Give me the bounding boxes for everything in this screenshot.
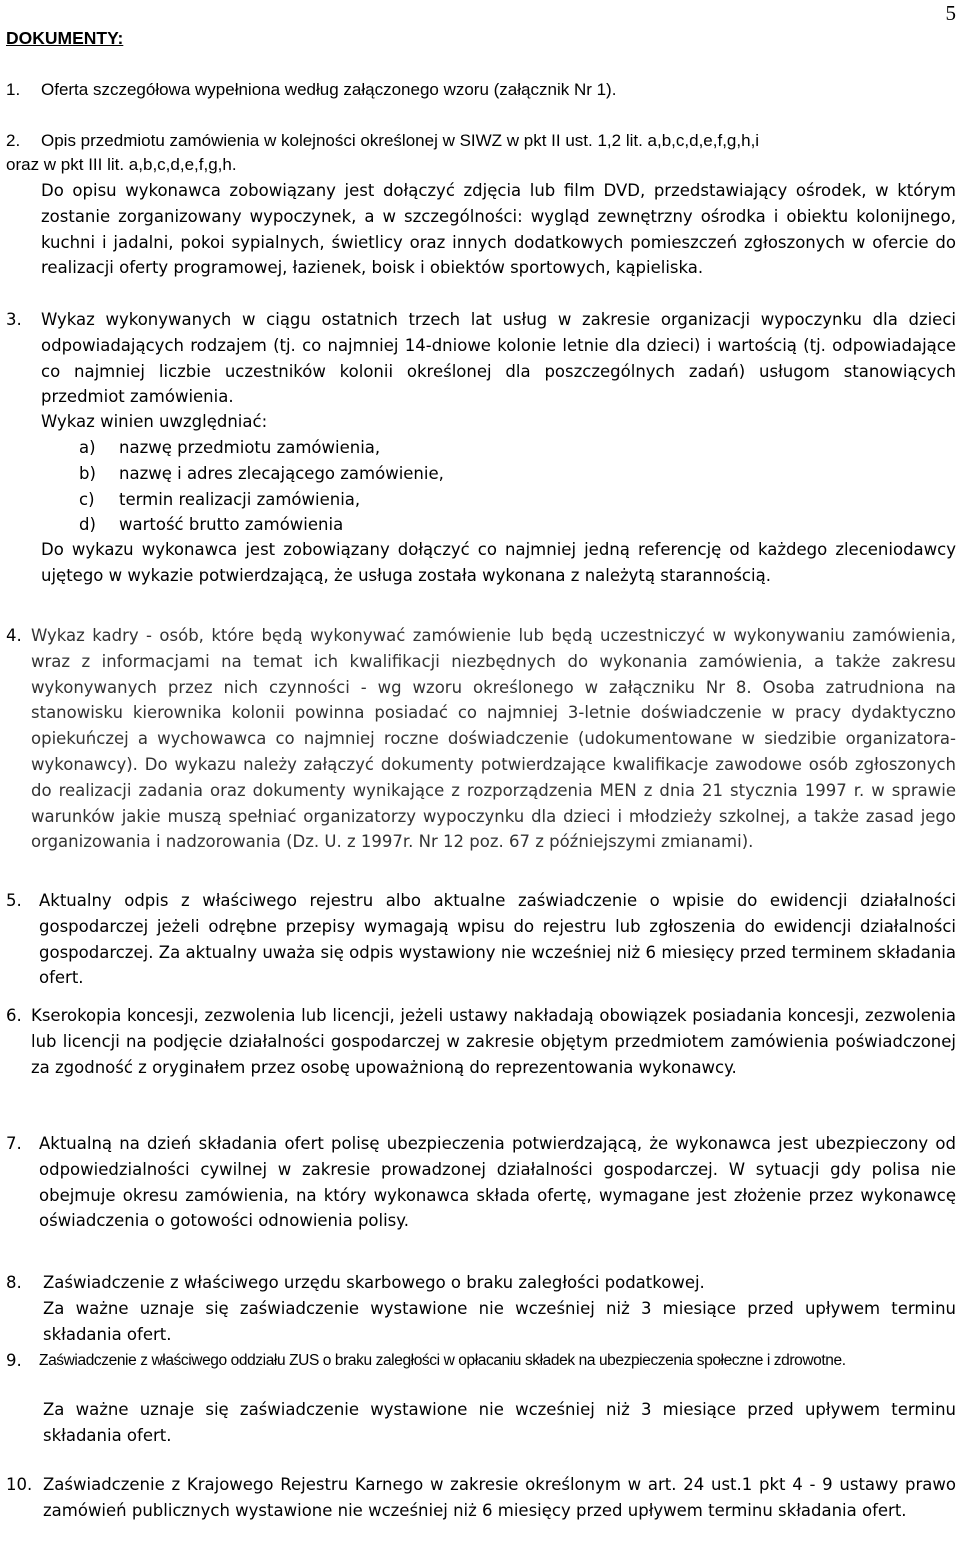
list-item: d) wartość brutto zamówienia (79, 515, 344, 535)
item-4-number: 4. (6, 626, 22, 645)
item-2-number: 2. (6, 131, 21, 150)
list-item: c) termin realizacji zamówienia, (79, 489, 361, 509)
item-9-note: Za ważne uznaje się zaświadczenie wystawione nie wcześniej niż 3 miesiące przed upływem terminu składania ofert. (43, 1400, 956, 1445)
item-2-line2: oraz w pkt III lit. a,b,c,d,e,f,g,h. (6, 155, 237, 174)
item-10-number: 10. (6, 1475, 33, 1494)
page-number: 5 (945, 1, 956, 25)
list-item: b) nazwę i adres zlecającego zamówienie, (79, 463, 444, 483)
item-3-number: 3. (6, 310, 22, 329)
item-3-description: Wykaz wykonywanych w ciągu ostatnich trzech lat usług w zakresie organizacji wypoczynku dla dzieci odpowiadających rodzajem (tj. co najmniej 14-dniowe kolonie letnie dla dzieci) i wartością (tj. odpowiadające co najmniej liczbie uczestników kolonii określonej dla poszczególnych zadań) usługom stanowiących przedmiot zamówienia. (41, 310, 956, 407)
item-1-number: 1. (6, 80, 21, 99)
item-3-list (79, 435, 949, 538)
item-5-number: 5. (6, 891, 22, 910)
item-2-description: Do opisu wykonawca zobowiązany jest dołączyć zdjęcia lub film DVD, przedstawiający ośrodek, w którym zostanie zorganizowany wypoczynek, a w szczególności: wygląd zewnętrzny ośrodka i obiektu kolonijnego, kuchni i jadalni, pokoi sypialnych, świetlicy oraz innych dodatkowych pomieszczeń zgłoszonych w ofercie do realizacji oferty programowej, łazienek, boisk i obiektów sportowych, kąpieliska. (41, 181, 956, 278)
list-item: a) nazwę przedmiotu zamówienia, (79, 438, 381, 457)
item-2-line1: Opis przedmiotu zamówienia w kolejności określonej w SIWZ w pkt II ust. 1,2 lit. a,b,c,d,e,f,g,h,i (41, 131, 760, 150)
item-6-number: 6. (6, 1006, 22, 1025)
item-5-text: Aktualny odpis z właściwego rejestru albo aktualne zaświadczenie o wpisie do ewidencji działalności gospodarczej jeżeli odrębne przepisy wymagają wpisu do rejestru lub zgłoszenia do ewidencji działalności gospodarczej. Za aktualny uważa się odpis wystawiony nie wcześniej niż 6 miesięcy przed terminem składania ofert. (39, 891, 956, 988)
item-9-number: 9. (6, 1351, 22, 1370)
item-9-text: Zaświadczenie z właściwego oddziału ZUS o braku zaległości w opłacaniu składek na ubezpieczenia społeczne i zdrowotne. (39, 1352, 846, 1369)
item-10-text: Zaświadczenie z Krajowego Rejestru Karnego w zakresie określonym w art. 24 ust.1 pkt 4 - 9 ustawy prawo zamówień publicznych wystawione nie wcześniej niż 6 miesięcy przed upływem terminu składania ofert. (43, 1475, 956, 1520)
item-4-text: Wykaz kadry - osób, które będą wykonywać zamówienie lub będą uczestniczyć w wykonywaniu zamówienia, wraz z informacjami na temat ich kwalifikacji niezbędnych do wykonania zamówienia, a także zakresu wykonywanych przez nich czynności - wg wzoru określonego w załączniku Nr 8. Osoba zatrudniona na stanowisku kierownika kolonii powinna posiadać co najmniej 3-letnie doświadczenie w pracy dydaktyczno opiekuńczej a wychowawca co najmniej roczne doświadczenie (udokumentowane w siedzibie organizatora-wykonawcy). Do wykazu należy załączyć dokumenty potwierdzające kwalifikacje zawodowe osób zgłoszonych do realizacji zadania oraz dokumenty wynikające z rozporządzenia MEN z dnia 21 stycznia 1997 r. w sprawie warunków jakie muszą spełniać organizatorzy wypoczynku dla dzieci i młodzieży szkolnej, a także zasad jego organizowania i nadzorowania (Dz. U. z 1997r. Nr 12 poz. 67 z późniejszymi zmianami). (31, 626, 956, 852)
item-3-outro: Do wykazu wykonawca jest zobowiązany dołączyć co najmniej jedną referencję od każdego zleceniodawcy ujętego w wykazie potwierdzającą, że usługa została wykonana z należytą starannością. (41, 540, 956, 585)
item-1-text: Oferta szczegółowa wypełniona według załączonego wzoru (załącznik Nr 1). (41, 80, 617, 99)
item-3-intro: Wykaz winien uwzględniać: (41, 412, 268, 431)
item-8-text: Zaświadczenie z właściwego urzędu skarbowego o braku zaległości podatkowej. (43, 1273, 705, 1292)
item-8-note: Za ważne uznaje się zaświadczenie wystawione nie wcześniej niż 3 miesiące przed upływem terminu składania ofert. (43, 1299, 956, 1344)
item-8-number: 8. (6, 1273, 22, 1292)
section-heading: DOKUMENTY: (6, 28, 124, 48)
item-7-number: 7. (6, 1134, 22, 1153)
item-6-text: Kserokopia koncesji, zezwolenia lub licencji, jeżeli ustawy nakładają obowiązek posiadania koncesji, zezwolenia lub licencji na podjęcie działalności gospodarczej w zakresie objętym przedmiotem zamówienia poświadczonej za zgodność z oryginałem przez osobę upoważnioną do reprezentowania wykonawcy. (31, 1006, 956, 1077)
item-7-text: Aktualną na dzień składania ofert polisę ubezpieczenia potwierdzającą, że wykonawca jest ubezpieczony od odpowiedzialności cywilnej w zakresie prowadzonej działalności gospodarczej. W sytuacji gdy polisa nie obejmuje okresu zamówienia, na który wykonawca składa ofertę, wymagane jest złożenie przez wykonawcę oświadczenia o gotowości odnowienia polisy. (39, 1134, 956, 1231)
